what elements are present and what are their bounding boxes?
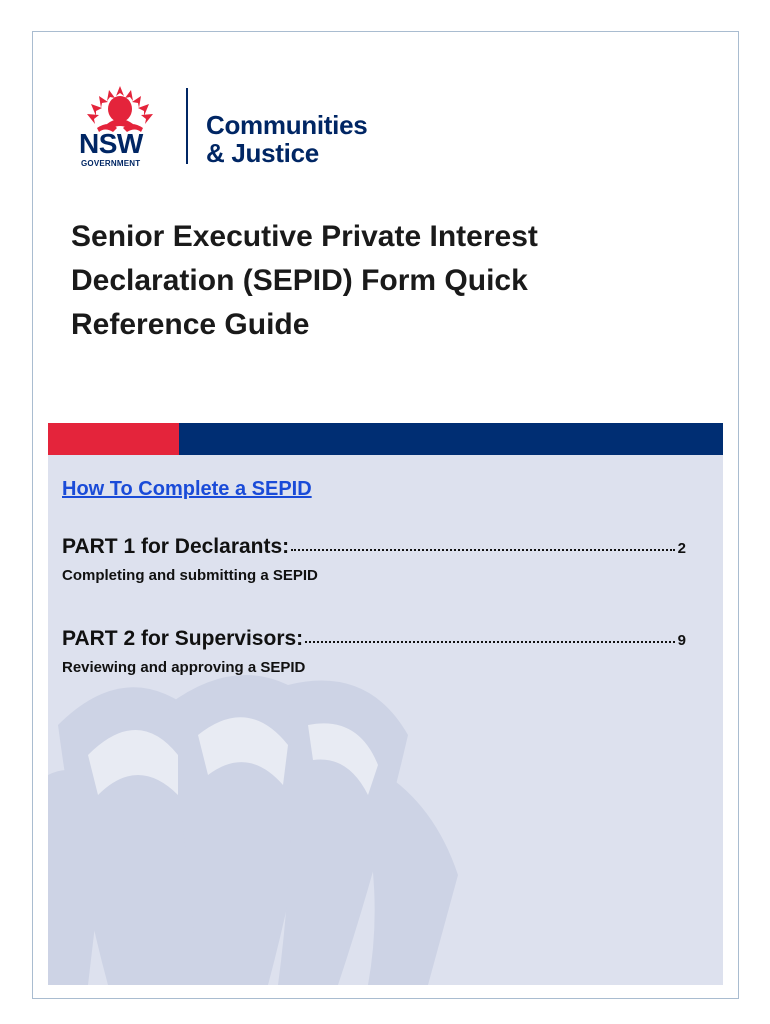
- toc-line: [62, 535, 686, 559]
- toc-line: [62, 627, 686, 651]
- toc-page-number: 2: [677, 540, 686, 557]
- waratah-icon: [79, 84, 161, 134]
- toc-page-number: 9: [677, 632, 686, 649]
- logo-divider: [186, 88, 188, 164]
- title-line-1: Senior Executive Private Interest: [71, 220, 538, 253]
- nsw-wordmark: NSW: [79, 128, 143, 159]
- title-line-2: Declaration (SEPID) Form Quick: [71, 264, 528, 297]
- toc-subtitle: Reviewing and approving a SEPID: [62, 659, 306, 676]
- agency-name-line-1: Communities: [206, 110, 368, 140]
- nsw-communities-justice-logo: [79, 84, 409, 170]
- title-line-3: Reference Guide: [71, 308, 310, 341]
- toc-subtitle: Completing and submitting a SEPID: [62, 567, 318, 584]
- document-title: [71, 215, 691, 347]
- toc-entry-part-2[interactable]: [62, 627, 686, 676]
- toc-part-title: PART 1 for Declarants:: [62, 535, 290, 558]
- blue-accent-band: [179, 423, 723, 455]
- toc-dot-leader: [291, 545, 674, 551]
- toc-part-title: PART 2 for Supervisors:: [62, 627, 304, 650]
- red-accent-band: [48, 423, 179, 455]
- government-wordmark: GOVERNMENT: [81, 159, 141, 168]
- agency-name-line-2: & Justice: [206, 138, 319, 168]
- toc-heading-link[interactable]: How To Complete a SEPID: [62, 478, 312, 500]
- toc-entry-part-1[interactable]: [62, 535, 686, 584]
- toc-dot-leader: [305, 637, 674, 643]
